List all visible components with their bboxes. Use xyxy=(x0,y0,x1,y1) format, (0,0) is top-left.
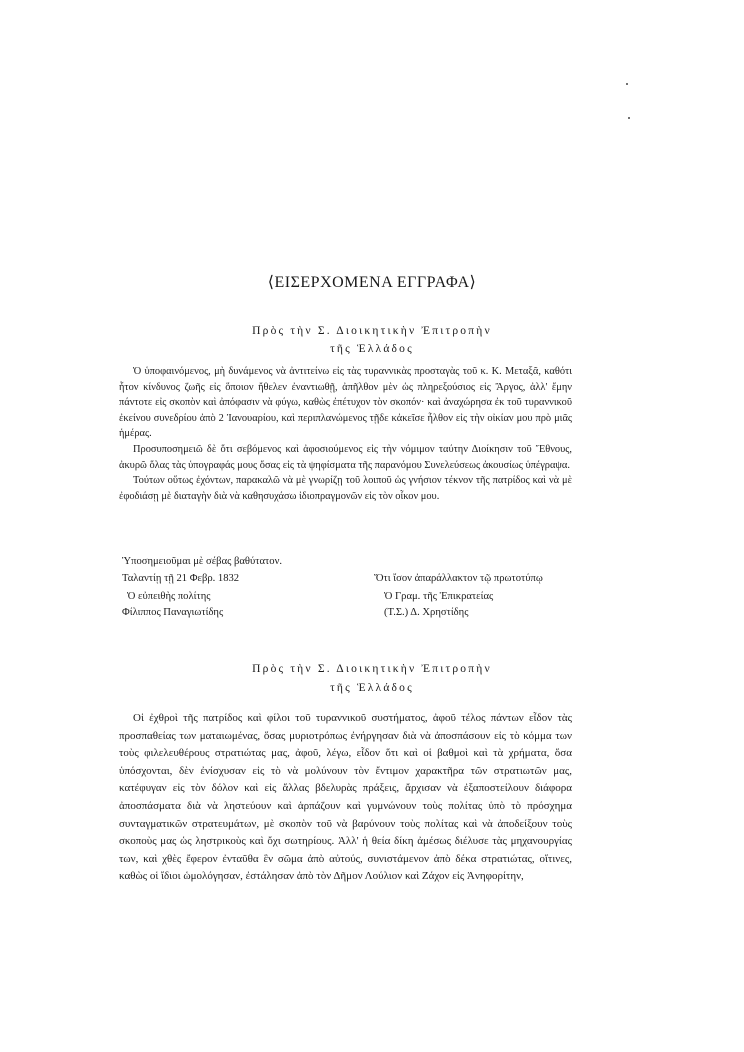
letter1-certifier-name: (Τ.Σ.) Δ. Χρηστίδης xyxy=(384,607,469,618)
scan-speck xyxy=(626,83,628,85)
letter1-paragraph: Προσυποσημειῶ δὲ ὅτι σεβόμενος καὶ ἀφοσιούμενος εἰς τὴν νόμιμον ταύτην Διοίκησιν τοῦ Ἔθνους, ἀκυρῶ ὅλας τὰς ὑπογραφάς μους ὅσας εἰς τὰ ψηφίσματα τῆς παρανόμου Συνελεύσεως ἀκουσίως ὑπέγραψα. xyxy=(119,443,572,471)
letter1-paragraph: Ὁ ὑποφαινόμενος, μὴ δυνάμενος νὰ ἀντιτείνω εἰς τὰς τυραννικὰς προσταγὰς τοῦ κ. Κ. Μεταξᾶ, καθότι ἦτον κίνδυνος ζωῆς εἰς ὅποιον ἤθελεν ἐναντιωθῇ, ἀπῆλθον μὲν ὡς πληρεξούσιος εἰς Ἄργος, ἀλλ' ἔμην πάντοτε εἰς σκοπὸν καὶ ἀπόφασιν νὰ φύγω, καθὼς ἐπέτυχον τὸν σκοπόν· καὶ ἀναχώρησα ἐκ τοῦ τυραννικοῦ ἐκείνου συνεδρίου ἀπὸ 2 Ἰανουαρίου, καὶ περιπλανώμενος τῇδε κἀκεῖσε ἦλθον εἰς τὴν οἰκίαν μου πρὸ μιᾶς ἡμέρας. xyxy=(119,366,572,440)
letter2-paragraph: Οἱ ἐχθροὶ τῆς πατρίδος καὶ φίλοι τοῦ τυραννικοῦ συστήματος, ἀφοῦ τέλος πάντων εἶδον τὰς προσπαθείας των ματαιωμένας, ὅσας μυριοτρόπως ἐνήργησαν διὰ νὰ ἀποσπάσουν εἰς τὸ κόμμα των τοὺς φιλελευθέρους στρατιώτας μας, ἀφοῦ, λέγω, εἶδον ὅτι καὶ οἱ βαθμοὶ καὶ τὰ χρήματα, ὅσα ὑπόσχονται, δὲν ἐνίσχυσαν εἰς τὸ νὰ μολύνουν τὸν ἔντιμον χαρακτῆρα τῶν στρατιωτῶν μας, κατέφυγαν εἰς τὸν δόλον καὶ εἰς ἄλλας βδελυρὰς πράξεις, ἄρχισαν νὰ ἐξαποστείλουν διάφορα ἀποσπάσματα διὰ νὰ ληστεύουν καὶ ἁρπάζουν καὶ γυμνώνουν τοὺς πολίτας ὑπὸ τὸ πρόσχημα συνταγματικῶν στρατευμάτων, μὲ σκοπὸν τοῦ νὰ βαρύνουν τοὺς πολίτας καὶ νὰ ἀποδείξουν τοὺς σκοποὺς μας ὡς ληστρικοὺς καὶ ὄχι σωτηρίους. Ἀλλ' ἡ θεία δίκη ἀμέσως διέλυσε τὰς μηχανουργίας των, καὶ χθὲς ἔφερον ἐνταῦθα ἓν σῶμα ἀπὸ αὐτούς, συνιστάμενον ἀπὸ δέκα στρατιώτας, οἵτινες, καθὼς οἱ ἴδιοι ὡμολόγησαν, ἐστάλησαν ἀπὸ τὸν Δῆμον Λούλιον καὶ Ζάχον εἰς Ἀνηφορίτην, xyxy=(119,712,572,883)
letter1-place-date: Ταλαντίῃ τῇ 21 Φεβρ. 1832 xyxy=(122,573,240,584)
letter1-signer-title: Ὁ εὐπειθὴς πολίτης xyxy=(127,591,211,602)
letter1-signer-name: Φίλιππος Παναγιωτίδης xyxy=(122,607,224,618)
letter2-address-line1: Πρὸς τὴν Σ. Διοικητικὴν Ἐπιτροπὴν xyxy=(252,663,492,675)
section-title: ⟨ΕΙΣΕΡΧΟΜΕΝΑ ΕΓΓΡΑΦΑ⟩ xyxy=(267,274,477,291)
letter1-body xyxy=(119,364,572,504)
letter1-closing: Ὑποσημειοῦμαι μὲ σέβας βαθύτατον. xyxy=(122,556,283,567)
letter1-address-line1: Πρὸς τὴν Σ. Διοικητικὴν Ἐπιτροπὴν xyxy=(252,325,492,337)
letter1-certification: Ὅτι ἴσον ἀπαράλλακτον τῷ πρωτοτύπῳ xyxy=(374,573,543,584)
letter1-certifier-title: Ὁ Γραμ. τῆς Ἐπικρατείας xyxy=(384,591,494,602)
letter2-address-line2: τῆς Ἑλλάδος xyxy=(330,682,414,694)
scan-speck xyxy=(628,117,630,119)
letter2-body xyxy=(119,710,572,886)
letter1-address-line2: τῆς Ἑλλάδος xyxy=(330,343,414,355)
letter1-paragraph: Τούτων οὕτως ἐχόντων, παρακαλῶ νὰ μὲ γνωρίζῃ τοῦ λοιποῦ ὡς γνήσιον τέκνον τῆς πατρίδος καὶ νὰ μὲ ἐφοδιάσῃ μὲ διαταγὴν διὰ νὰ καθησυχάσω ἰδιοπραγμονῶν εἰς τὸν οἶκον μου. xyxy=(119,475,572,502)
